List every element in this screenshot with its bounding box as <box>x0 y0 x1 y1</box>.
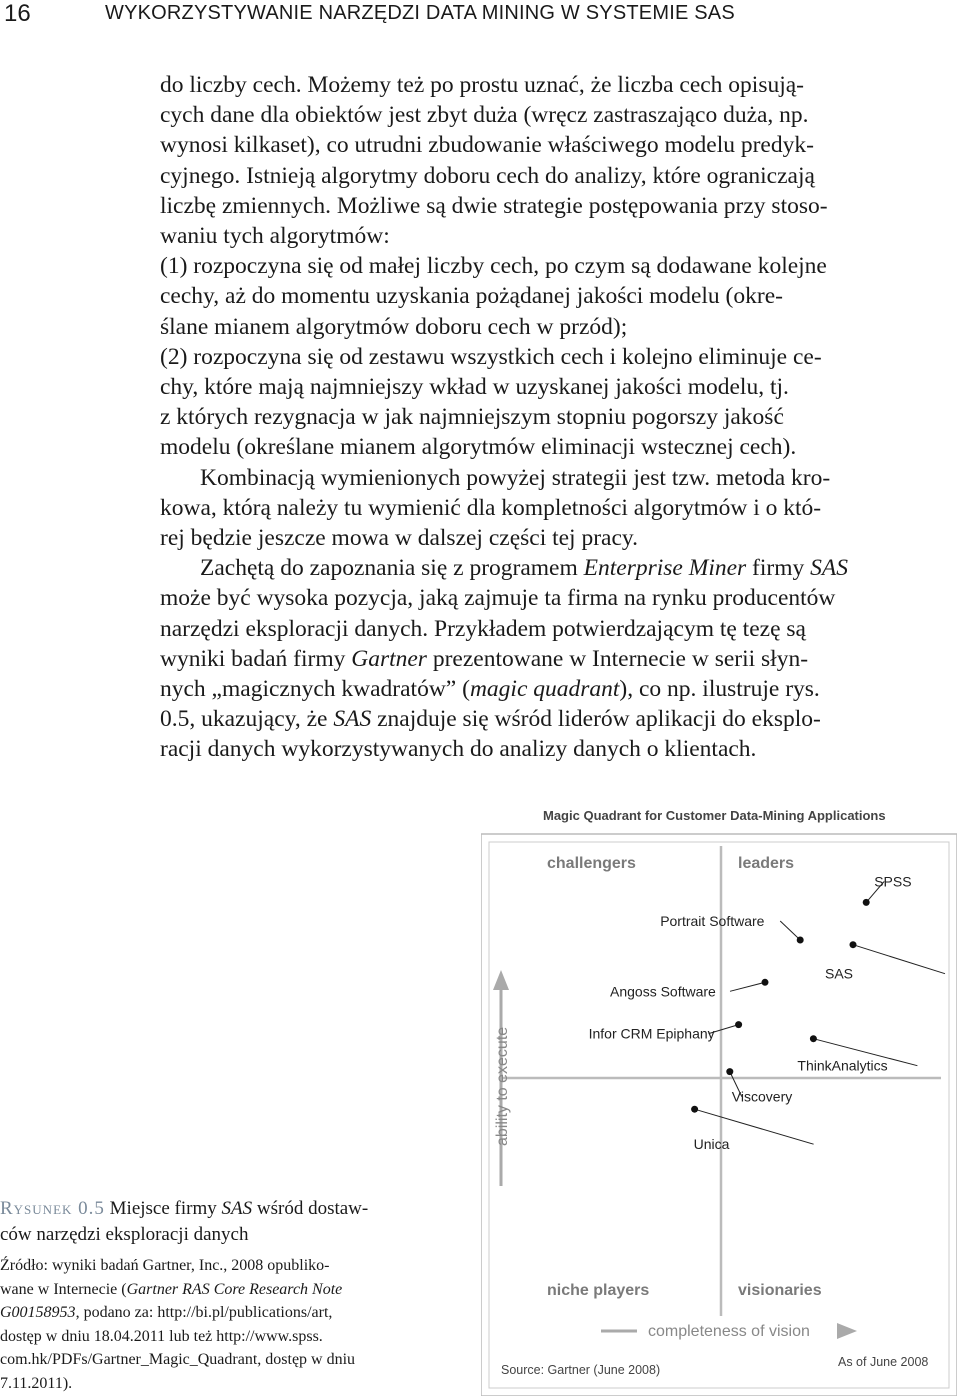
text-line: chy, które mają najmniejszy wkład w uzyskanej jakości modelu, tj. <box>160 374 789 401</box>
text-line: kowa, którą należy tu wymienić dla kompletności algorytmów i o któ- <box>160 494 822 521</box>
figure-title: Magic Quadrant for Customer Data-Mining Applications <box>543 808 886 823</box>
vendor-label: SAS <box>825 965 854 982</box>
paragraph-intro <box>160 70 960 251</box>
text-line: wyniki badań firmy Gartner prezentowane w Internecie w serii słyn- <box>160 645 809 672</box>
text-line: z których rezygnacja w jak najmniejszym stopniu pogorszy jakość <box>160 404 784 431</box>
vendor-label: Viscovery <box>731 1088 793 1105</box>
text-line: cechy, aż do momentu uzyskania pożądanej jakości modelu (okre- <box>160 283 783 310</box>
vendor-point <box>735 1021 742 1028</box>
text-line: wynosi kilkaset), co utrudni zbudowanie właściwego modelu predyk- <box>160 132 814 159</box>
text-line: (1) rozpoczyna się od małej liczby cech, po czym są dodawane kolejne <box>160 253 827 280</box>
x-axis-label: completeness of vision <box>648 1323 810 1340</box>
text-line: do liczby cech. Możemy też po prostu uznać, że liczba cech opisują- <box>160 72 805 98</box>
magic-quadrant-chart <box>481 806 957 1396</box>
vendor-label: Infor CRM Epiphany <box>588 1025 715 1042</box>
text-line: ślane mianem algorytmów doboru cech w przód); <box>160 313 628 340</box>
y-axis-label: ability to execute <box>494 1026 511 1146</box>
quadrant-leaders: leaders <box>738 855 795 872</box>
text-line: 0.5, ukazujący, że SAS znajduje się wśród liderów aplikacji do eksplo- <box>160 706 821 733</box>
quadrant-niche-players: niche players <box>547 1282 650 1299</box>
running-head: WYKORZYSTYWANIE NARZĘDZI DATA MINING W SYSTEMIE SAS <box>105 2 735 24</box>
vendor-point <box>691 1106 698 1113</box>
text-line: cyjnego. Istnieją algorytmy doboru cech do analizy, które ograniczają <box>160 162 815 189</box>
paragraph-stepwise <box>160 463 960 554</box>
figure-label: Rysunek 0.5 <box>0 1198 105 1219</box>
caption-source <box>0 1254 460 1395</box>
text-line: modelu (określane mianem algorytmów eliminacji wstecznej cech). <box>160 434 797 461</box>
vendor-point <box>863 899 870 906</box>
text-line: (2) rozpoczyna się od zestawu wszystkich cech i kolejno eliminuje ce- <box>160 343 822 370</box>
source-line: 7.11.2011). <box>0 1374 73 1392</box>
text-line: cych dane dla obiektów jest zbyt duża (wręcz zastraszająco duża, np. <box>160 102 809 129</box>
list-item-2 <box>160 342 960 463</box>
vendor-point <box>762 979 769 986</box>
source-line: dostęp w dniu 18.04.2011 lub też http://www.spss. <box>0 1327 323 1345</box>
source-line: com.hk/PDFs/Gartner_Magic_Quadrant, dostęp w dniu <box>0 1351 356 1368</box>
caption-title: Rysunek 0.5 Miejsce firmy SAS wśród dostaw- ców narzędzi eksploracji danych <box>0 1198 369 1245</box>
vendor-label: Angoss Software <box>610 983 716 1000</box>
text-line: liczbę zmiennych. Możliwe są dwie strategie postępowania przy stoso- <box>160 192 828 219</box>
source-line: Źródło: wyniki badań Gartner, Inc., 2008 opubliko- <box>0 1257 330 1274</box>
vendor-point <box>797 937 804 944</box>
text-line: Zachętą do zapoznania się z programem Enterprise Miner firmy SAS <box>200 555 848 582</box>
text-line: waniu tych algorytmów: <box>160 223 390 250</box>
text-line: może być wysoka pozycja, jaką zajmuje ta firma na rynku producentów <box>160 585 836 612</box>
vendor-label: SPSS <box>874 873 912 890</box>
source-line: wane w Internecie (Gartner RAS Core Research Note <box>0 1280 343 1298</box>
figure-as-of: As of June 2008 <box>838 1355 929 1369</box>
magic-quadrant-figure <box>481 806 957 1396</box>
page-number: 16 <box>4 0 31 27</box>
source-line: G00158953, podano za: http://bi.pl/publications/art, <box>0 1304 333 1321</box>
vendor-point <box>810 1035 817 1042</box>
quadrant-challengers: challengers <box>547 855 636 872</box>
text-line: narzędzi eksploracji danych. Przykładem potwierdzającym tę tezę są <box>160 615 806 642</box>
list-item-1 <box>160 251 960 342</box>
vendor-label: ThinkAnalytics <box>797 1057 888 1074</box>
vendor-label: Portrait Software <box>660 913 765 929</box>
text-line: nych „magicznych kwadratów” (magic quadrant), co np. ilustruje rys. <box>160 676 820 703</box>
figure-source: Source: Gartner (June 2008) <box>501 1363 661 1377</box>
paragraph-gartner <box>160 553 960 764</box>
caption-title-line2: ców narzędzi eksploracji danych <box>0 1224 249 1245</box>
text-line: Kombinacją wymienionych powyżej strategii jest tzw. metoda kro- <box>200 464 831 491</box>
vendor-point <box>726 1068 733 1075</box>
vendor-label: Unica <box>693 1136 730 1153</box>
body-text <box>160 70 960 765</box>
text-line: rej będzie jeszcze mowa w dalszej części tej pracy. <box>160 525 638 552</box>
figure-caption <box>0 1196 460 1395</box>
text-line: racji danych wykorzystywanych do analizy danych o klientach. <box>160 736 757 763</box>
page-header <box>0 0 960 28</box>
quadrant-visionaries: visionaries <box>738 1282 822 1299</box>
vendor-point <box>850 941 857 948</box>
